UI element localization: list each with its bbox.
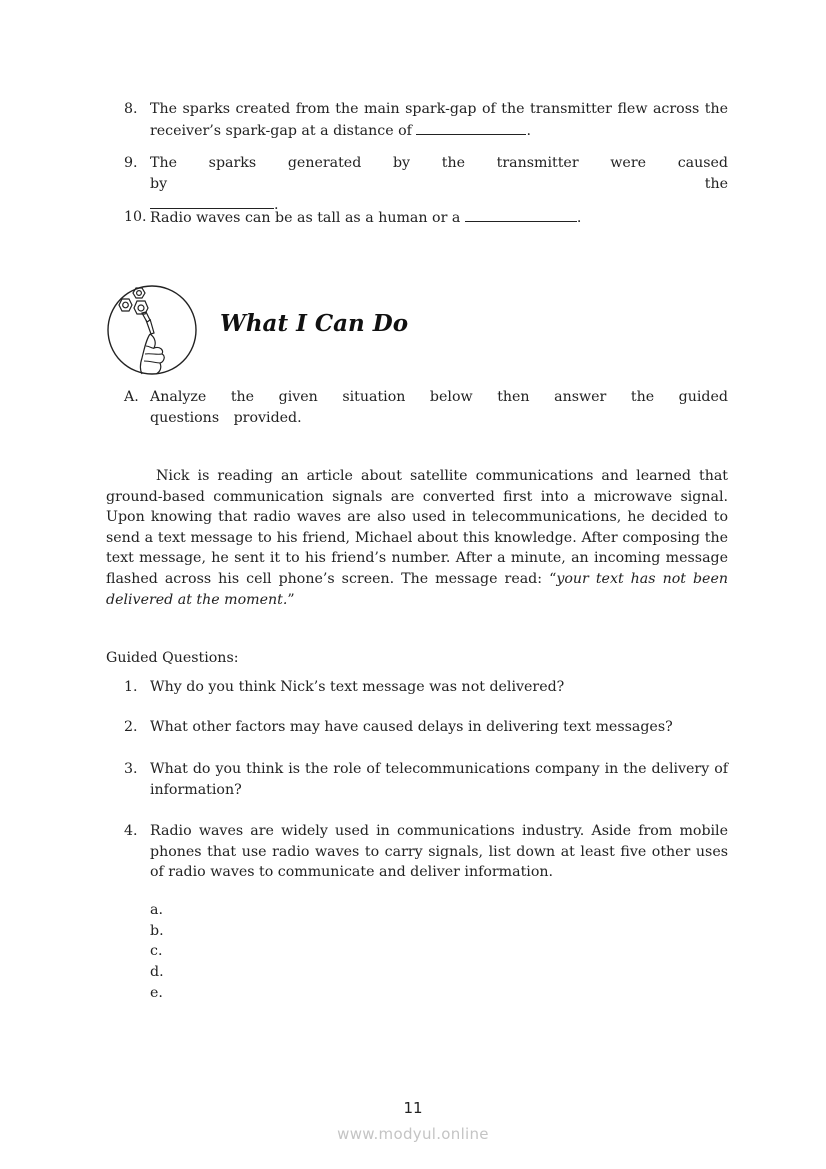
question-text: Why do you think Nick’s text message was not delivered? [150,679,565,695]
item-punctuation: . [526,122,531,139]
item-number: 10. [124,209,147,225]
quote-mark: “ [549,570,557,587]
answer-letter-a: a. [150,902,163,918]
item-text: The sparks created from the main spark-gap of the transmitter flew across the receiver’s spark-gap at a distance of [150,101,728,139]
instruction-a [124,387,728,428]
item-punctuation: . [576,210,582,226]
item-number: 8. [124,101,138,117]
answer-blank[interactable] [416,120,526,135]
question-number: 2. [124,719,138,735]
question-number: 3. [124,761,138,777]
situation-text: Nick is reading an article about satellite communications and learned that ground-based communication signals are converted first into a microwave signal. Upon knowing that radio waves are also used in telecommunications, he decided to send a text message to his friend, Michael about this knowledge. After composing the text message, he sent it to his friend’s number. After a minute, an incoming message flashed across his cell phone’s screen. The message read: [106,468,728,587]
item-punctuation: . [274,197,279,214]
item-text: Radio waves can be as tall as a human or a [150,210,461,226]
question-text: What do you think is the role of telecommunications company in the delivery of information? [150,761,728,798]
guided-question-1 [124,677,728,698]
instruction-text: Analyze the given situation below then answer the guided questions provided. [150,389,728,426]
question-text: What other factors may have caused delays in delivering text messages? [150,719,673,735]
quote-mark: ” [287,591,295,608]
watermark: www.modyul.online [337,1125,489,1143]
guided-question-3 [124,759,728,800]
hand-tightening-nuts-icon [106,284,198,376]
question-number: 1. [124,679,138,695]
quoted-message: your text has not been delivered at the moment. [106,570,728,608]
fill-in-item-10 [124,207,728,229]
answer-letter-b: b. [150,923,164,939]
answer-letter-d: d. [150,964,164,980]
section-title: What I Can Do [220,310,409,337]
item-text: The sparks generated by the transmitter were caused by the [150,155,728,192]
guided-questions-label: Guided Questions: [106,650,239,666]
guided-question-2 [124,717,728,738]
question-text: Radio waves are widely used in communications industry. Aside from mobile phones that use radio waves to carry signals, list down at least five other uses of radio waves to communicate and deliver information. [150,823,728,881]
instruction-label: A. [124,389,139,405]
answer-blank[interactable] [465,207,577,222]
answer-letter-c: c. [150,943,163,959]
page-number: 11 [403,1099,423,1117]
answer-letter-e: e. [150,985,163,1001]
question-number: 4. [124,823,138,839]
item-number: 9. [124,155,138,171]
situation-paragraph [106,466,728,610]
guided-question-4 [124,821,728,883]
fill-in-item-8 [124,99,728,141]
